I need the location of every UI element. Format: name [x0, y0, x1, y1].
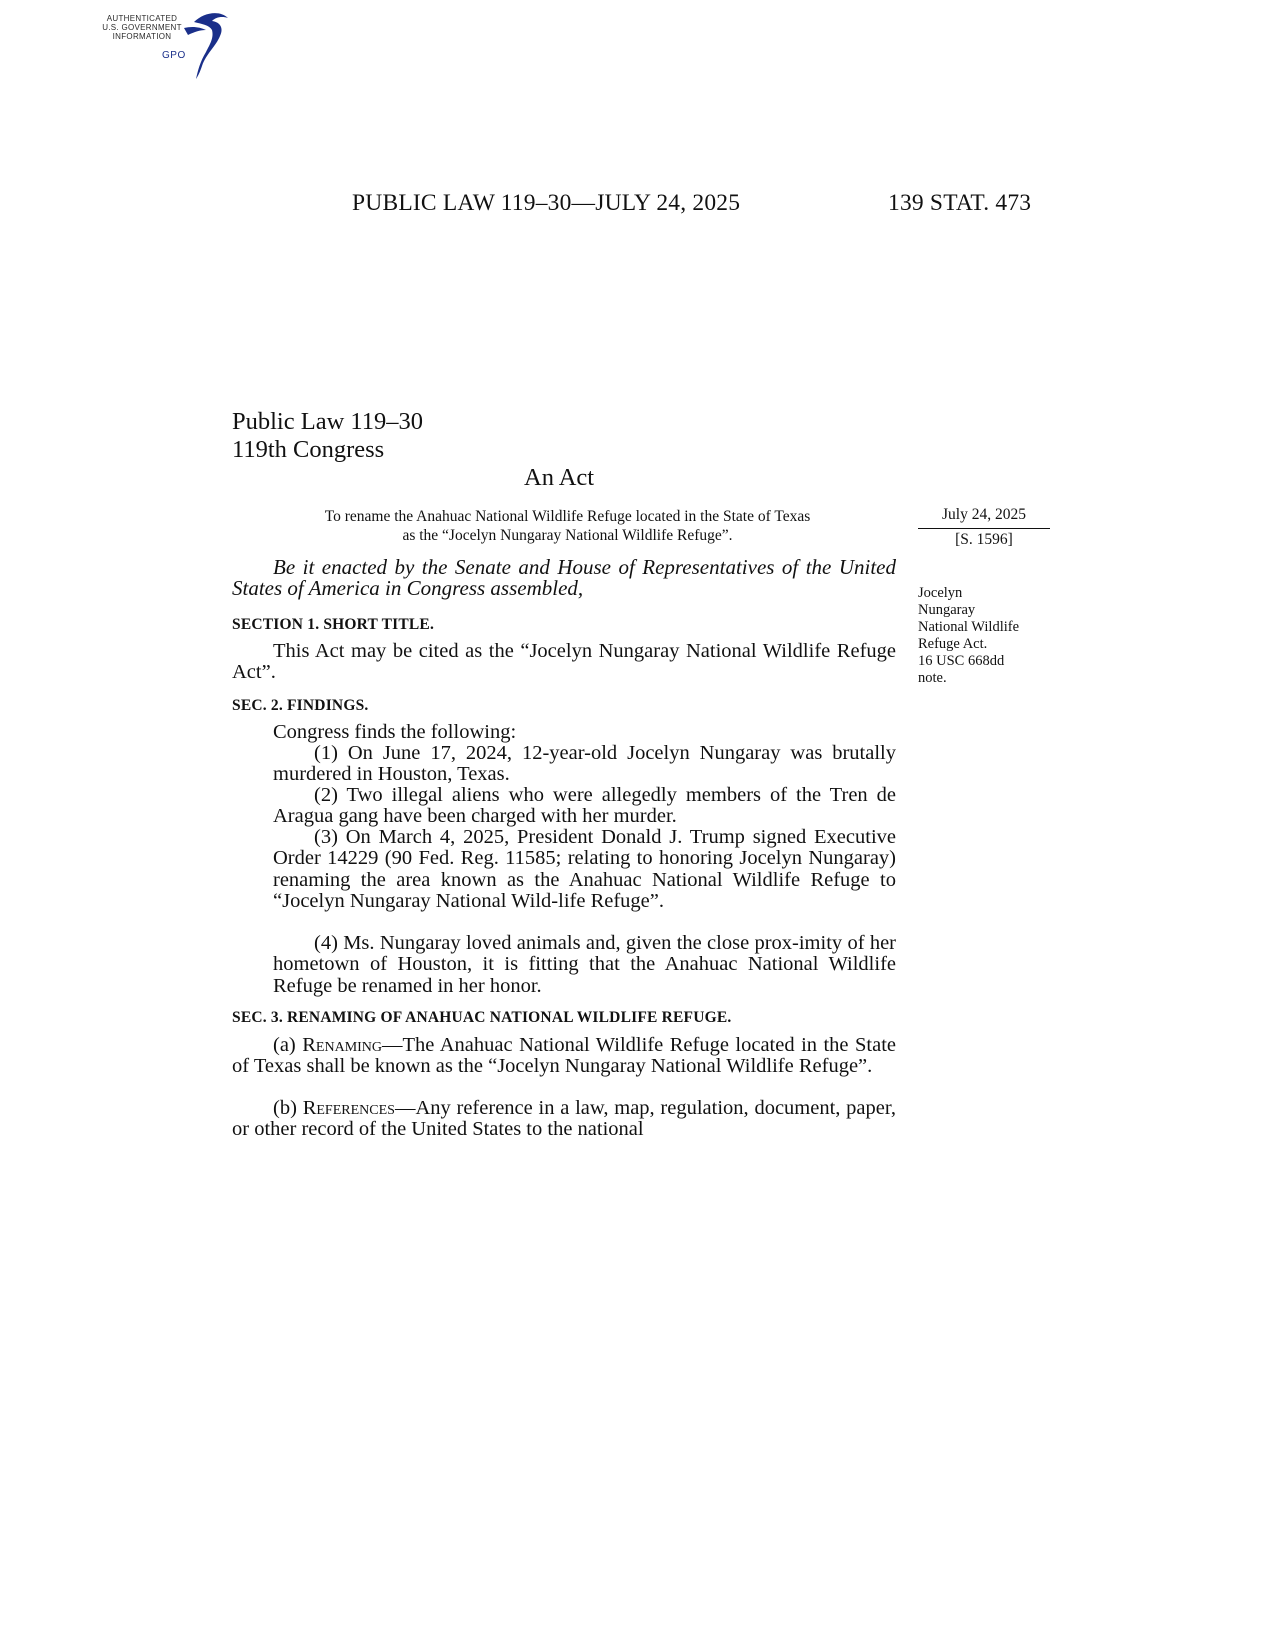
section-1-text: This Act may be cited as the “Jocelyn Nungaray National Wildlife Refuge Act”. — [232, 640, 896, 684]
finding-1: (1) On June 17, 2024, 12-year-old Jocelyn Nungaray was brutally murdered in Houston, Texas. — [273, 742, 896, 786]
section-1-heading: SECTION 1. SHORT TITLE. — [232, 616, 435, 633]
running-header-stat-page: 139 STAT. 473 — [888, 190, 1032, 216]
seal-line-government: U.S. GOVERNMENT — [102, 23, 182, 32]
margin-note — [918, 585, 1058, 687]
margin-note-line: 16 USC 668dd — [918, 653, 1005, 669]
subsection-b-text: —Any reference in a law, map, regulation, document, paper, or other record of the United States to the national — [232, 1097, 897, 1141]
congress-number: 119th Congress — [232, 436, 385, 463]
margin-note-line: Nungaray — [918, 602, 976, 618]
bill-number: [S. 1596] — [955, 531, 1013, 548]
law-number: Public Law 119–30 — [232, 408, 423, 435]
purpose-line-2: as the “Jocelyn Nungaray National Wildlife Refuge”. — [402, 527, 733, 544]
eagle-icon — [176, 8, 236, 80]
subsection-b-caption: References — [302, 1097, 395, 1119]
act-heading: An Act — [524, 464, 595, 491]
margin-note-line: Jocelyn — [918, 585, 963, 601]
finding-3: (3) On March 4, 2025, President Donald J. Trump signed Executive Order 14229 (90 Fed. Reg. 11585; relating to honoring Jocelyn Nungaray) renaming the area known as the Anahuac National Wildlife Refuge to “Jocelyn Nungaray National Wild-life Refuge”. — [273, 826, 896, 912]
subsection-a — [232, 1035, 896, 1078]
seal-line-authenticated: AUTHENTICATED — [106, 14, 178, 23]
running-header-law-date: PUBLIC LAW 119–30—JULY 24, 2025 — [352, 190, 741, 216]
margin-note-line: National Wildlife — [918, 619, 1020, 635]
subsection-a-caption: Renaming — [302, 1034, 383, 1056]
finding-2: (2) Two illegal aliens who were allegedly members of the Tren de Aragua gang have been charged with her murder. — [273, 784, 896, 828]
sidebar-divider — [918, 528, 1050, 529]
subsection-a-text: —The Anahuac National Wildlife Refuge located in the State of Texas shall be known as the “Jocelyn Nungaray National Wildlife Refuge”. — [232, 1034, 896, 1078]
section-2-heading: SEC. 2. FINDINGS. — [232, 697, 369, 714]
enactment-date: July 24, 2025 — [942, 506, 1026, 523]
findings-intro: Congress finds the following: — [273, 721, 517, 743]
margin-note-line: Refuge Act. — [918, 636, 988, 652]
finding-4: (4) Ms. Nungaray loved animals and, given the close prox-imity of her hometown of Houston, it is fitting that the Anahuac National Wildlife Refuge be renamed in her honor. — [273, 932, 896, 997]
subsection-b — [232, 1098, 896, 1141]
seal-line-information: INFORMATION — [112, 32, 172, 41]
purpose-statement — [255, 507, 880, 545]
subsection-b-label: (b) — [273, 1097, 297, 1119]
subsection-a-label: (a) — [273, 1034, 296, 1056]
enacting-clause: Be it enacted by the Senate and House of Representatives of the United States of America in Congress assembled, — [232, 555, 896, 601]
margin-note-line: note. — [918, 670, 947, 686]
purpose-line-1: To rename the Anahuac National Wildlife Refuge located in the State of Texas — [324, 508, 811, 525]
seal-gpo-label: GPO — [162, 50, 186, 61]
gpo-seal — [94, 8, 234, 80]
section-3-heading: SEC. 3. RENAMING OF ANAHUAC NATIONAL WILDLIFE REFUGE. — [232, 1009, 732, 1026]
